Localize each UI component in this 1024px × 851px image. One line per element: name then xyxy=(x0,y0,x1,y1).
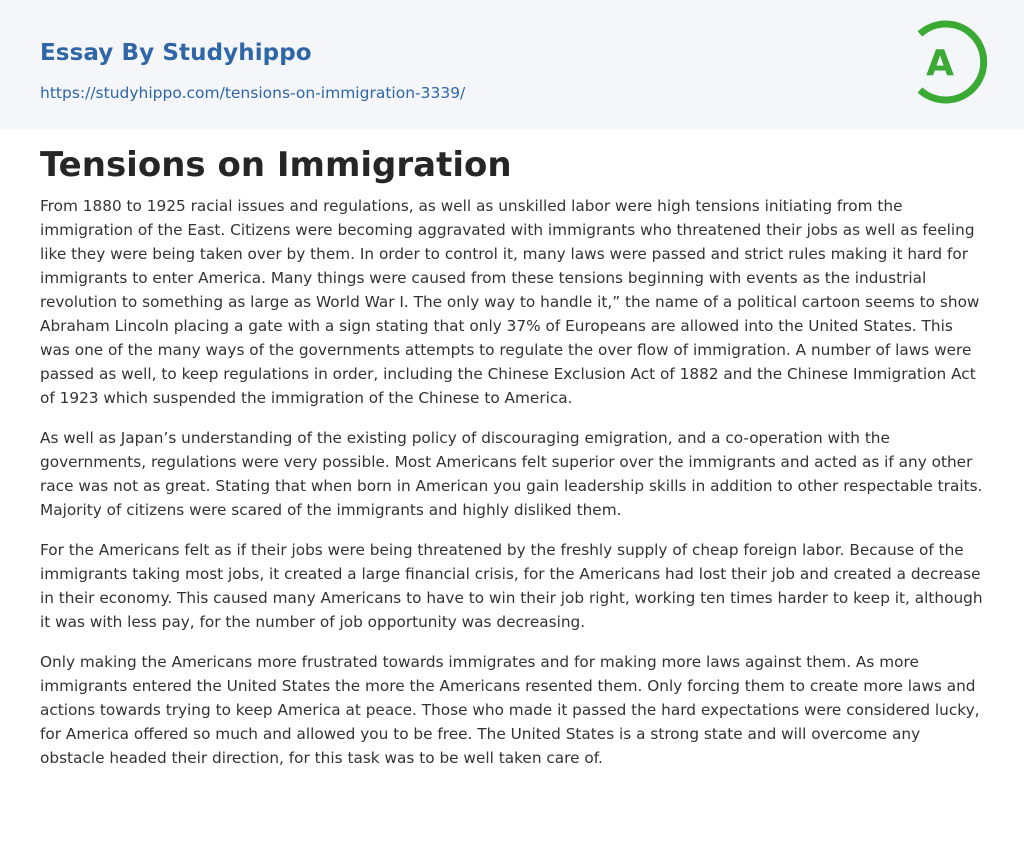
essay-paragraph: From 1880 to 1925 racial issues and regulations, as well as unskilled labor were high tensions initiating from the immigration of the East. Citizens were becoming aggravated with immigrants who threatened their jobs as well as feeling like they were being taken over by them. In order to control it, many laws were passed and strict rules making it hard for immigrants to enter America. Many things were caused from these tensions beginning with events as the industrial revolution to something as large as World War I. The only way to handle it,” the name of a political cartoon seems to show Abraham Lincoln placing a gate with a sign stating that only 37% of Europeans are allowed into the United States. This was one of the many ways of the governments attempts to regulate the over flow of immigration. A number of laws were passed as well, to keep regulations in order, including the Chinese Exclusion Act of 1882 and the Chinese Immigration Act of 1923 which suspended the immigration of the Chinese to America. xyxy=(40,197,980,407)
page-header xyxy=(0,0,1024,129)
essay-paragraph: Only making the Americans more frustrated towards immigrates and for making more laws against them. As more immigrants entered the United States the more the Americans resented them. Only forcing them to create more laws and actions towards trying to keep America at peace. Those who made it passed the hard expectations were considered lucky, for America offered so much and allowed you to be free. The United States is a strong state and will overcome any obstacle headed their direction, for this task was to be well taken care of. xyxy=(40,653,980,767)
brand-title: Essay By Studyhippo xyxy=(40,40,312,66)
essay-body xyxy=(40,194,984,786)
logo-letter: A xyxy=(926,43,954,84)
essay-title: Tensions on Immigration xyxy=(40,145,512,185)
essay-paragraph: For the Americans felt as if their jobs were being threatened by the freshly supply of cheap foreign labor. Because of the immigrants taking most jobs, it created a large financial crisis, for the Americans had lost their job and created a decrease in their economy. This caused many Americans to have to win their job right, working ten times harder to keep it, although it was with less pay, for the number of job opportunity was decreasing. xyxy=(40,541,983,631)
studyhippo-logo-icon[interactable] xyxy=(908,18,988,106)
essay-url-link[interactable]: https://studyhippo.com/tensions-on-immigration-3339/ xyxy=(40,84,466,102)
logo-ring-icon xyxy=(908,18,988,106)
essay-paragraph: As well as Japan’s understanding of the existing policy of discouraging emigration, and a co-operation with the governments, regulations were very possible. Most Americans felt superior over the immigrants and acted as if any other race was not as great. Stating that when born in American you gain leadership skills in addition to other respectable traits. Majority of citizens were scared of the immigrants and highly disliked them. xyxy=(40,429,983,519)
